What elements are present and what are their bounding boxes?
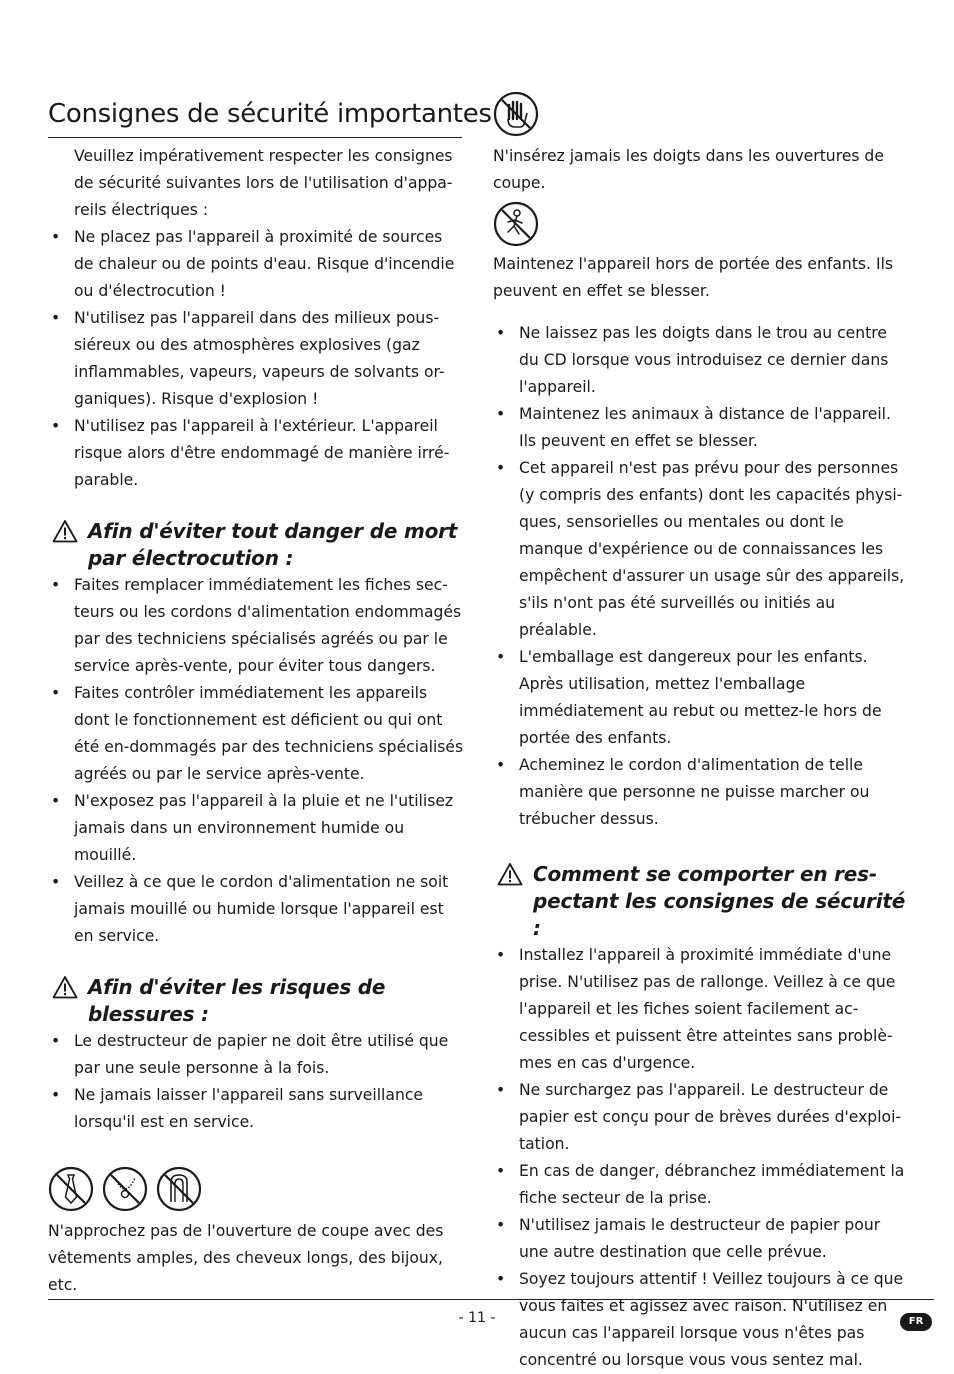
injury-heading [48, 974, 464, 1028]
children-caption: Maintenez l'appareil hors de portée des enfants. Ils peuvent en effet se blesser. [493, 255, 894, 300]
list-item: • N'utilisez pas l'appareil dans des milieux pous-siéreux ou des atmosphères explosives (gaz inflammables, vapeurs, vapeurs de solvants or-ganiques). Risque d'explosion ! [48, 305, 464, 413]
no-long-hair-icon [156, 1166, 202, 1212]
warning-triangle-icon [52, 975, 78, 999]
electrocution-list [48, 572, 464, 950]
left-column [48, 143, 464, 1299]
right-column [493, 143, 907, 1374]
list-item: • En cas de danger, débranchez immédiatement la fiche secteur de la prise. [493, 1158, 907, 1212]
list-item: • Acheminez le cordon d'alimentation de telle manière que personne ne puisse marcher ou trébucher dessus. [493, 752, 907, 833]
list-item: • Soyez toujours attentif ! Veillez toujours à ce que vous faites et agissez avec raison. N'utilisez en aucun cas l'appareil lorsque vous n'êtes pas concentré ou lorsque vous vous sentez mal. [493, 1266, 907, 1374]
list-item: • Ne placez pas l'appareil à proximité de sources de chaleur ou de points d'eau. Risque d'incendie ou d'électrocution ! [48, 224, 464, 305]
list-item: • N'exposez pas l'appareil à la pluie et ne l'utilisez jamais dans un environnement humide ou mouillé. [48, 788, 464, 869]
list-item: • Cet appareil n'est pas prévu pour des personnes (y compris des enfants) dont les capacités physi-ques, sensorielles ou mentales ou dont le manque d'expérience ou de connaissances les empêchent d'assurer un usage sûr des appareils, s'ils n'ont pas été surveillés ou initiés au préalable. [493, 455, 907, 644]
behaviour-list [493, 942, 907, 1374]
list-item: • Ne laissez pas les doigts dans le trou au centre du CD lorsque vous introduisez ce dernier dans l'appareil. [493, 320, 907, 401]
behaviour-heading-text: Comment se comporter en res-pectant les consignes de sécurité : [533, 862, 906, 940]
list-item: • L'emballage est dangereux pour les enfants. Après utilisation, mettez l'emballage immédiatement au rebut ou mettez-le hors de portée des enfants. [493, 644, 907, 752]
list-item: • N'utilisez jamais le destructeur de papier pour une autre destination que celle prévue. [493, 1212, 907, 1266]
list-item: • Ne surchargez pas l'appareil. Le destructeur de papier est conçu pour de brèves durées d'exploi-tation. [493, 1077, 907, 1158]
warning-triangle-icon [497, 862, 523, 886]
prohibition-icons [48, 1166, 464, 1212]
no-tie-icon [48, 1166, 94, 1212]
warning-triangle-icon [52, 519, 78, 543]
list-item: • Le destructeur de papier ne doit être utilisé que par une seule personne à la fois. [48, 1028, 464, 1082]
language-badge: FR [900, 1313, 932, 1331]
list-item: • Faites remplacer immédiatement les fiches sec-teurs ou les cordons d'alimentation endommagés par des techniciens spécialisés agréés ou par le service après-vente, pour éviter tous dangers. [48, 572, 464, 680]
general-safety-list [48, 224, 464, 494]
list-item: • Faites contrôler immédiatement les appareils dont le fonctionnement est déficient ou qui ont été en-dommagés par des techniciens spécialisés agréés ou par le service après-vente. [48, 680, 464, 788]
list-item: • N'utilisez pas l'appareil à l'extérieur. L'appareil risque alors d'être endommagé de manière irré-parable. [48, 413, 464, 494]
injury-heading-text: Afin d'éviter les risques de blessures : [88, 975, 386, 1026]
list-item: • Maintenez les animaux à distance de l'appareil. Ils peuvent en effet se blesser. [493, 401, 907, 455]
injury-list [48, 1028, 464, 1136]
page-title: Consignes de sécurité importantes [48, 99, 462, 137]
list-item: • Veillez à ce que le cordon d'alimentation ne soit jamais mouillé ou humide lorsque l'appareil est en service. [48, 869, 464, 950]
general-care-list [493, 320, 907, 833]
intro-paragraph: Veuillez impérativement respecter les consignes de sécurité suivantes lors de l'utilisation d'appa-reils électriques : [74, 147, 453, 219]
page-number: - 11 - [458, 1310, 496, 1326]
list-item: • Ne jamais laisser l'appareil sans surveillance lorsqu'il est en service. [48, 1082, 464, 1136]
no-children-icon [493, 201, 539, 247]
electrocution-heading-text: Afin d'éviter tout danger de mort par électrocution : [88, 519, 458, 570]
no-fingers-icon [493, 91, 539, 137]
prohibition-caption: N'approchez pas de l'ouverture de coupe avec des vêtements amples, des cheveux longs, des bijoux, etc. [48, 1222, 444, 1294]
fingers-caption: N'insérez jamais les doigts dans les ouvertures de coupe. [493, 147, 884, 192]
no-jewelry-icon [102, 1166, 148, 1212]
footer-divider [48, 1299, 934, 1300]
behaviour-heading [493, 861, 907, 942]
list-item: • Installez l'appareil à proximité immédiate d'une prise. N'utilisez pas de rallonge. Veillez à ce que l'appareil et les fiches soient facilement ac-cessibles et puissent être atteintes sans problè-mes en cas d'urgence. [493, 942, 907, 1077]
electrocution-heading [48, 518, 464, 572]
